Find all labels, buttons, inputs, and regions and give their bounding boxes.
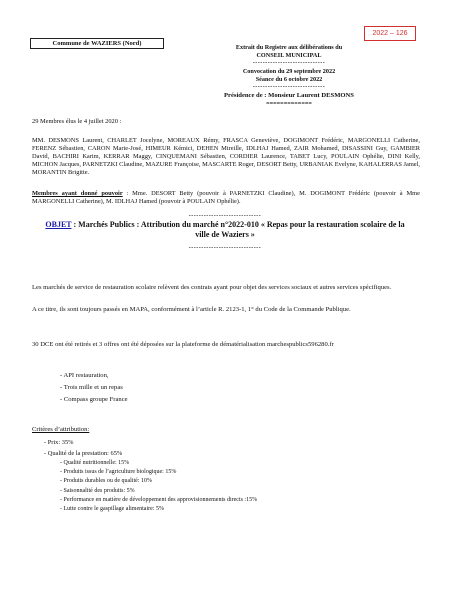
subcriteria-list (60, 459, 257, 514)
header-dash-1: ----------------------------- (252, 60, 326, 66)
objet-text: : Marchés Publics : Attribution du marché n°2022-010 « Repas pour la restauration scolaire de la ville de Waziers » (71, 220, 405, 239)
offer-item: - Compass groupe France (60, 396, 128, 403)
objet-dash-top: ----------------------------- (188, 213, 262, 219)
members-list: MM. DESMONS Laurent, CHARLET Jocelyne, MOREAUX Rémy, FRASCA Geneviève, DOGIMONT Frédéric, MARGONELLI Catherine, FERENZ Sébastien, CARON Marie-José, HIMEUR Kémici, DEHEN Mireille, IDLHAJ Hamed, ZAIR Mohamed, DISASSINI Guy, GAMBIER David, BACHIRI Karim, KERRAR Maggy, CINQUEMANI Sébastien, CORDIER Laurence, TABET Lucy, POULAIN Ophélie, DINI Kelly, MICHON Jacques, PARNETZKI Claudine, MAZURE Françoise, MASCARTE Roger, DESORT Betty, URBANIAK Evelyne, KAHALERRAS Jamel, MORANTIN Brigitte. (32, 137, 420, 176)
offer-item: - Trois mille et un repas (60, 384, 123, 391)
paragraph-1: Les marchés de service de restauration scolaire relèvent des contrats ayant pour objet des services sociaux et autres services spécifiques. (32, 284, 392, 291)
objet-dash-bottom: ----------------------------- (188, 245, 262, 251)
criteria-title: Critères d’attribution: (32, 426, 90, 433)
subcriteria-item: - Produits durables ou de qualité: 10% (60, 478, 152, 485)
convocation-date: Convocation du 29 septembre 2022 (242, 68, 336, 75)
header-line-1: Extrait du Registre aux délibérations du (235, 44, 343, 51)
members-count: 29 Membres élus le 4 juillet 2020 : (32, 118, 122, 125)
offers-list (60, 370, 128, 406)
presidence: Présidence de : Monsieur Laurent DESMONS (224, 92, 354, 99)
header-line-2: CONSEIL MUNICIPAL (256, 52, 322, 59)
objet-label: OBJET (45, 220, 72, 229)
subcriteria-item: - Performance en matière de développement des approvisionnements directs :15% (60, 496, 258, 503)
criteria-list (44, 437, 122, 459)
pouvoirs-text: : Mme. DESORT Betty (pouvoir à PARNETZKI Claudine), M. DOGIMONT Frédéric (pouvoir à Mme MARGONELLI Catherine), M. IDLHAJ Hamed (pouvoir à POULAIN Ophélie). (32, 190, 420, 205)
subcriteria-item: - Produits issus de l’agriculture biologique: 15% (60, 469, 177, 476)
reference-number-box: 2022 – 126 (364, 26, 416, 41)
paragraph-3: 30 DCE ont été retirés et 3 offres ont été déposées sur la plateforme de dématérialisation marchespublics596280.fr (32, 341, 334, 348)
subcriteria-item: - Qualité nutritionnelle: 15% (60, 460, 130, 466)
subcriteria-item: - Lutte contre le gaspillage alimentaire: 5% (60, 506, 164, 513)
pouvoirs-paragraph (32, 190, 420, 206)
paragraph-2: A ce titre, ils sont toujours passés en MAPA, conformément à l’article R. 2123-1, 1° du Code de la Commande Publique. (32, 306, 351, 313)
seance-date: Séance du 6 octobre 2022 (255, 76, 323, 83)
objet-heading (44, 220, 406, 240)
header-dash-2: ----------------------------- (252, 84, 326, 90)
offer-item: - API restauration, (60, 372, 109, 379)
pouvoirs-label: Membres ayant donné pouvoir (32, 190, 123, 197)
subcriteria-item: - Saisonnalité des produits: 5% (60, 487, 135, 494)
criteria-item: - Qualité de la prestation: 65% (44, 450, 123, 457)
header-equals: ============= (266, 100, 312, 107)
criteria-item: - Prix: 35% (44, 439, 74, 446)
commune-header-box: Commune de WAZIERS (Nord) (30, 38, 164, 49)
